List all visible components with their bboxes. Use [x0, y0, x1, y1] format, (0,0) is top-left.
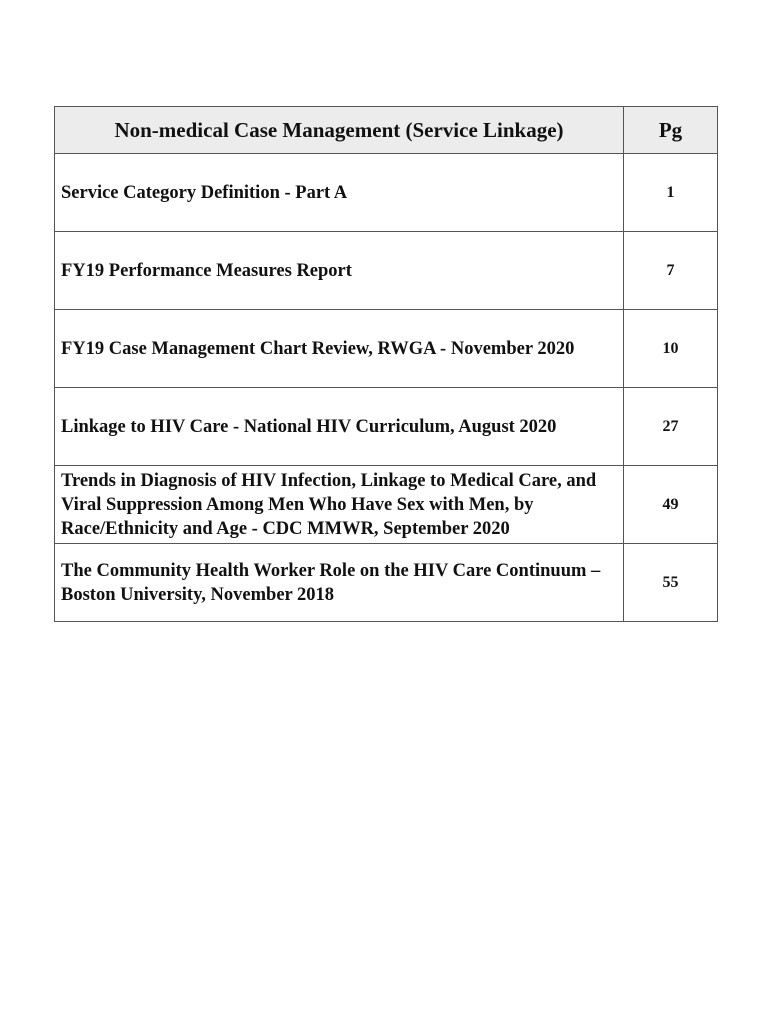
page-column-header: Pg — [624, 107, 718, 154]
page-number: 7 — [624, 232, 718, 310]
page-number: 1 — [624, 154, 718, 232]
table-row — [55, 310, 718, 388]
page-number: 55 — [624, 544, 718, 622]
document-title: Service Category Definition - Part A — [55, 154, 624, 232]
table-header-row — [55, 107, 718, 154]
table-row — [55, 154, 718, 232]
table-row — [55, 232, 718, 310]
page-number: 10 — [624, 310, 718, 388]
document-title: FY19 Performance Measures Report — [55, 232, 624, 310]
table-row — [55, 544, 718, 622]
section-title-header: Non-medical Case Management (Service Linkage) — [55, 107, 624, 154]
document-title: FY19 Case Management Chart Review, RWGA - November 2020 — [55, 310, 624, 388]
document-title: Trends in Diagnosis of HIV Infection, Linkage to Medical Care, and Viral Suppression Among Men Who Have Sex with Men, by Race/Ethnicity and Age - CDC MMWR, September 2020 — [55, 466, 624, 544]
table-row — [55, 388, 718, 466]
page-number: 27 — [624, 388, 718, 466]
table-of-contents — [54, 106, 718, 622]
document-title: The Community Health Worker Role on the HIV Care Continuum – Boston University, November 2018 — [55, 544, 624, 622]
table-row — [55, 466, 718, 544]
page-number: 49 — [624, 466, 718, 544]
document-title: Linkage to HIV Care - National HIV Curriculum, August 2020 — [55, 388, 624, 466]
